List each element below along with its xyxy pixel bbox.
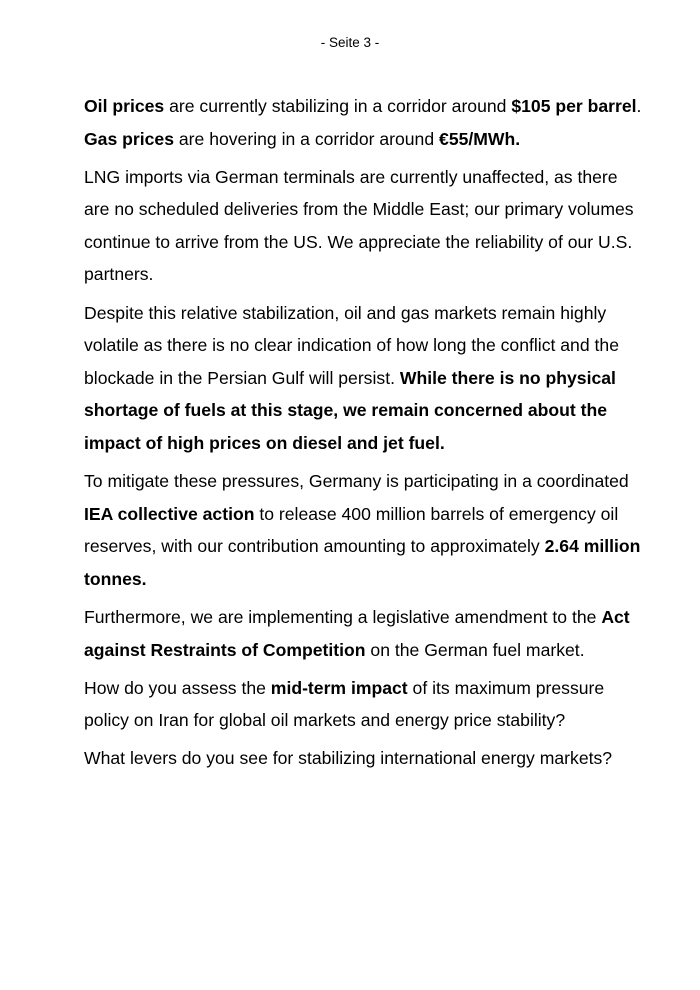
body-text: LNG imports via German terminals are currently unaffected, as there are no scheduled deliveries from the Middle East; our primary volumes continue to arrive from the US. We appreciate the reliability of our U.S. partners. bbox=[84, 166, 634, 285]
body-text: are currently stabilizing in a corridor around bbox=[164, 96, 512, 116]
body-text: of its maximum pressure policy on Iran for global oil markets and energy price stability? bbox=[84, 677, 605, 731]
body-text: Furthermore, we are implementing a legislative amendment to the bbox=[84, 606, 602, 627]
body-text: Despite this relative stabilization, oil and gas markets remain highly volatile as there is no clear indication of how long the conflict and the blockade in the Persian Gulf will persist. bbox=[84, 302, 619, 388]
bold-text: 2.64 million tonnes. bbox=[84, 536, 641, 589]
bold-text: €55/MWh. bbox=[439, 128, 521, 149]
body-text: on the German fuel market. bbox=[365, 639, 585, 660]
bold-text: mid-term impact bbox=[270, 677, 408, 698]
body-text: What levers do you see for stabilizing international energy markets? bbox=[84, 748, 613, 769]
paragraph-iea bbox=[84, 465, 644, 595]
paragraph-question-levers bbox=[84, 742, 644, 775]
body-text: to release 400 million barrels of emergency oil reserves, with our contribution amounting to approximately bbox=[84, 503, 619, 557]
paragraph-legislation bbox=[84, 601, 644, 666]
paragraph-lng bbox=[84, 161, 644, 291]
paragraph-question-impact bbox=[84, 672, 644, 737]
paragraph-volatility bbox=[84, 297, 644, 460]
body-text: How do you assess the bbox=[84, 677, 271, 698]
bold-text: IEA collective action bbox=[84, 503, 255, 524]
bold-text: Gas prices bbox=[84, 128, 174, 149]
bold-text: $105 per barrel bbox=[511, 96, 637, 116]
paragraph-prices bbox=[84, 90, 644, 155]
page-number: - Seite 3 - bbox=[320, 35, 380, 50]
document-body bbox=[84, 90, 644, 780]
bold-text: Act against Restraints of Competition bbox=[84, 606, 630, 660]
body-text: To mitigate these pressures, Germany is participating in a coordinated bbox=[84, 471, 629, 492]
bold-text: Oil prices bbox=[84, 96, 165, 116]
body-text: are hovering in a corridor around bbox=[173, 128, 440, 149]
bold-text: While there is no physical shortage of fuels at this stage, we remain concerned about the impact of high prices on diesel and jet fuel. bbox=[84, 367, 616, 453]
body-text: . bbox=[636, 96, 642, 116]
